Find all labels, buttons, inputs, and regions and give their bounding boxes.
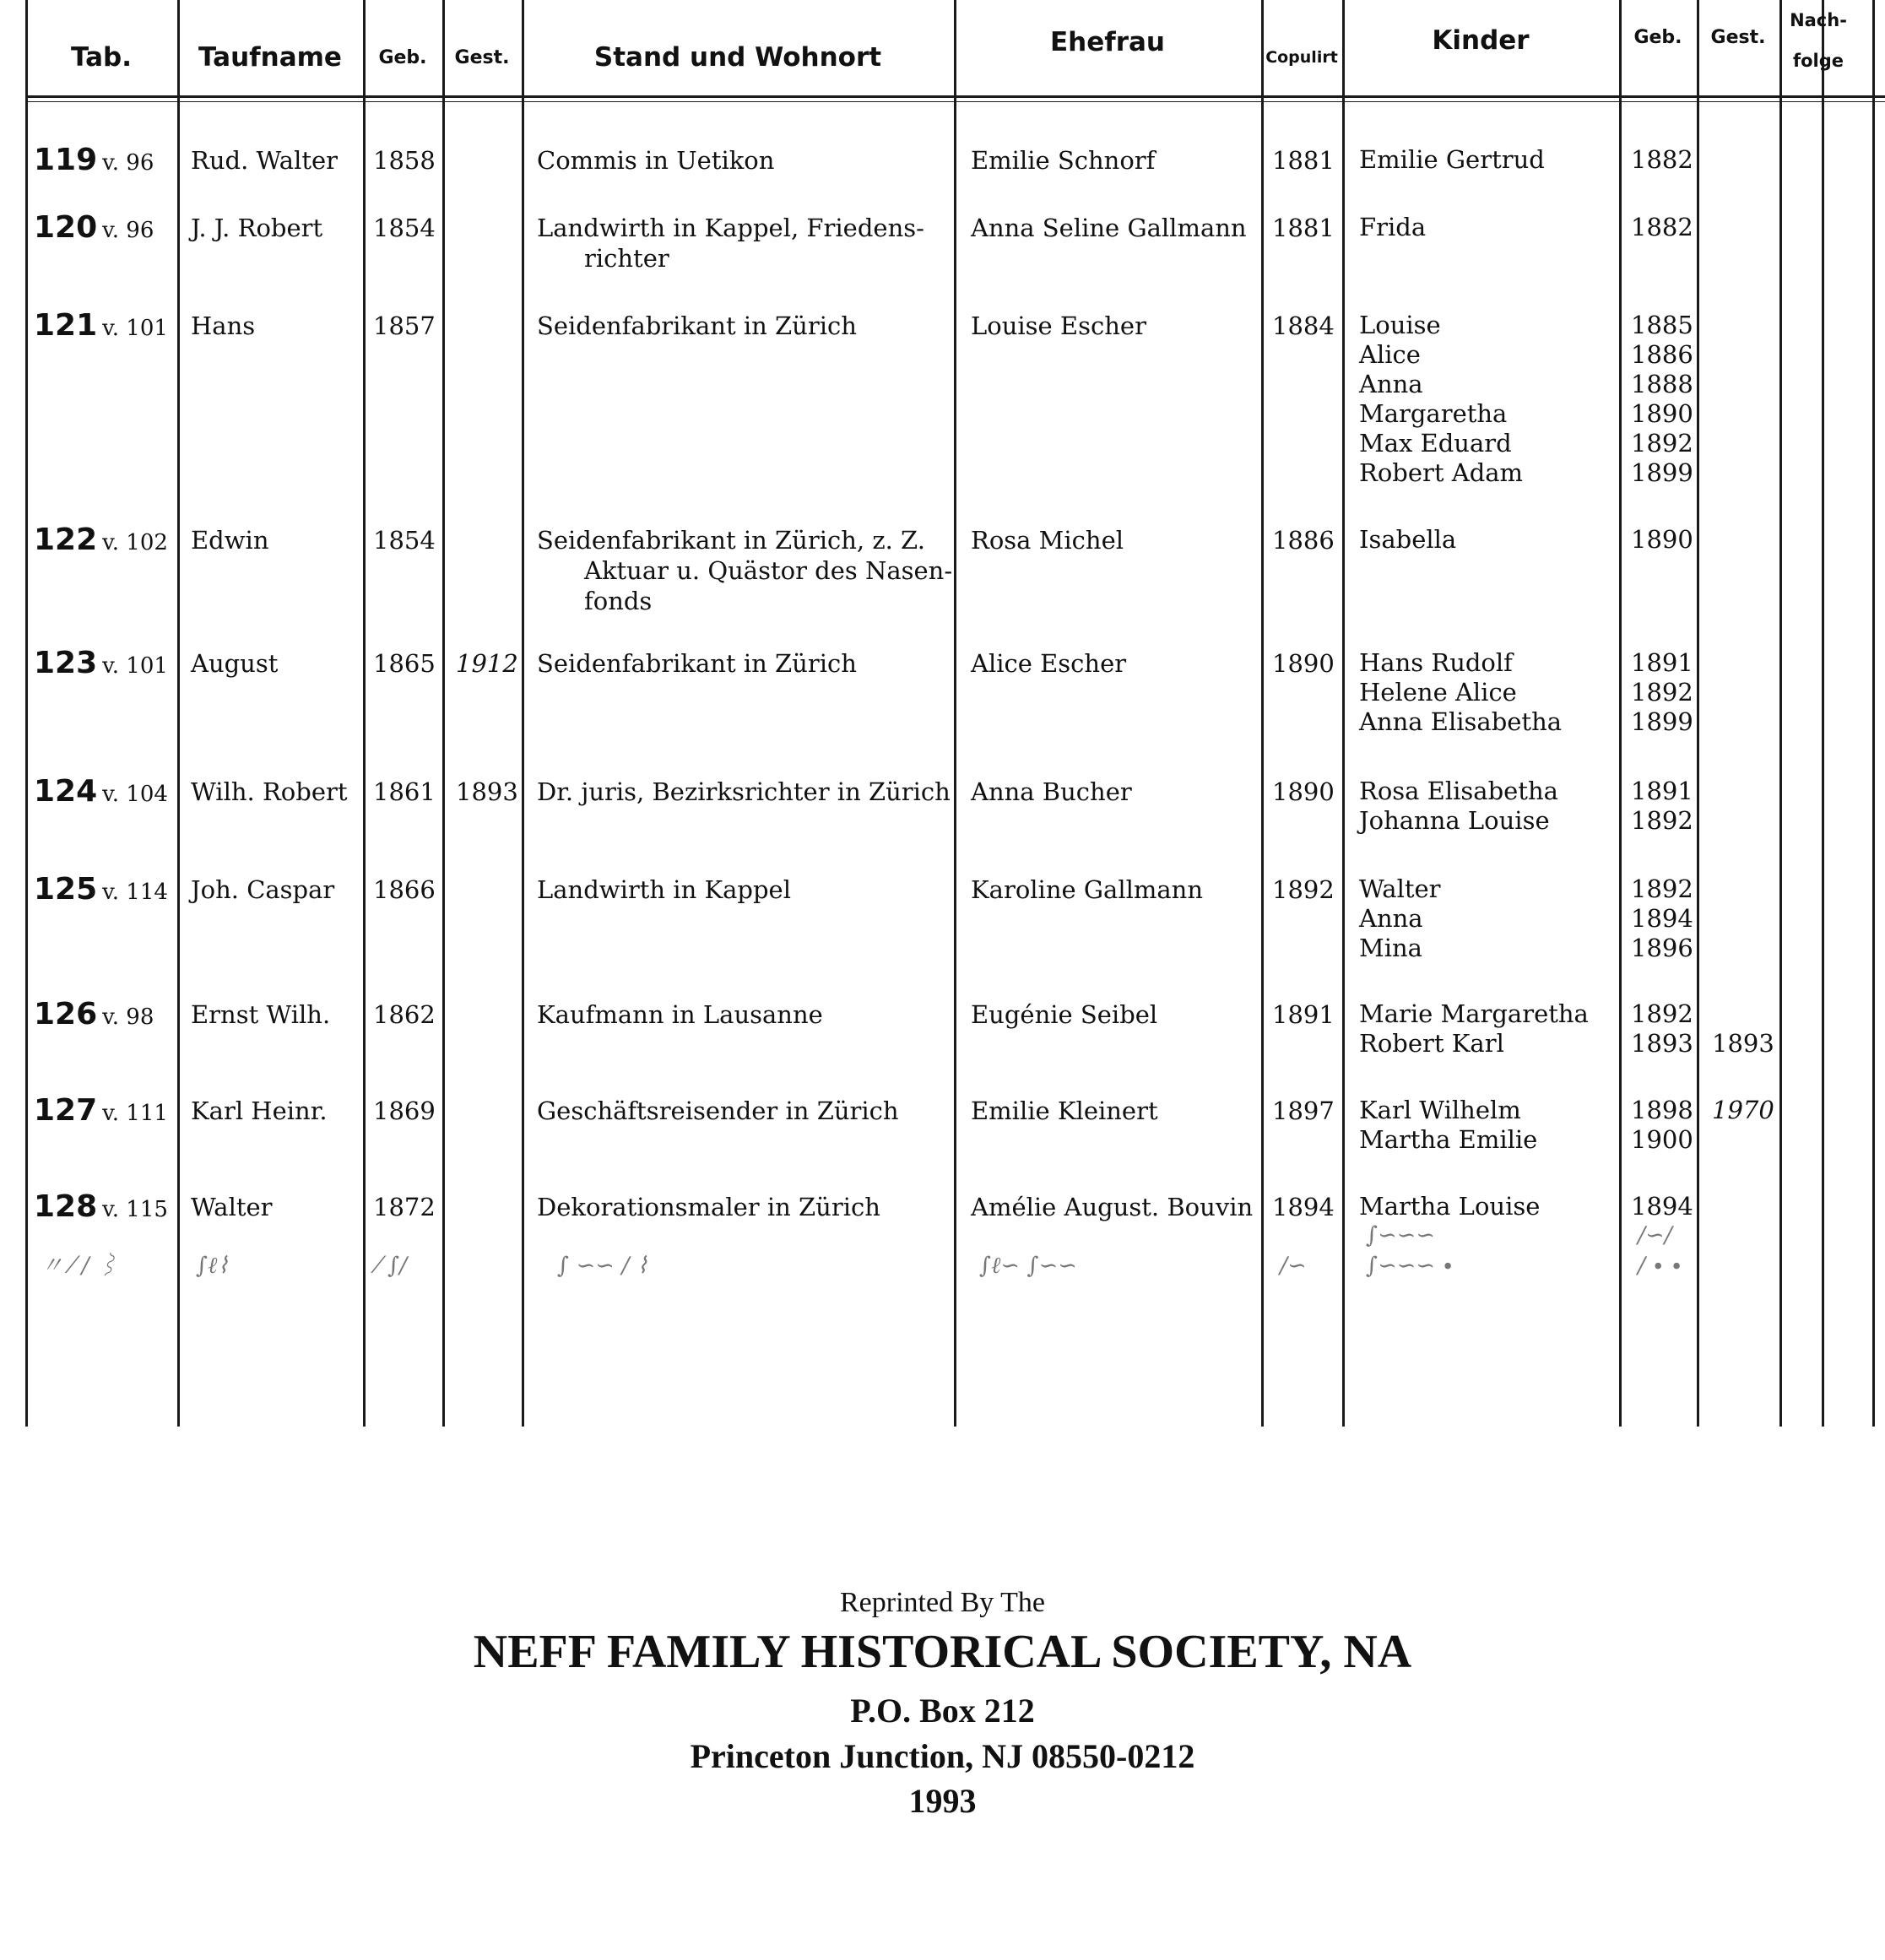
kinder-gest-cell [1712,874,1720,963]
header-tab: Tab. [70,42,133,73]
handwritten-mark: ∫∽∽∽ [1366,1222,1435,1248]
child-birth-year: 1882 [1631,145,1693,174]
geb-cell: 1862 [373,1000,436,1029]
column-rule [25,0,28,1427]
child-birth-year: 1899 [1631,707,1693,736]
reprint-notice: Reprinted By The [840,1587,1045,1618]
column-rule [954,0,956,1427]
tab-reference: v. 102 [102,530,168,555]
child-name: Max Eduard [1359,429,1512,458]
taufname-cell: Joh. Caspar [191,875,335,904]
tab-number: 128 [34,1189,98,1224]
tab-cell [34,1093,168,1129]
child-birth-year: 1892 [1631,999,1693,1028]
copulirt-cell: 1890 [1272,649,1335,678]
child-death-year [1712,904,1720,934]
geb-cell: 1865 [373,649,436,678]
tab-cell [34,1189,168,1225]
kinder-cell [1359,213,1426,242]
kinder-geb-cell [1631,874,1693,963]
child-birth-year: 1890 [1631,399,1693,428]
child-birth-year: 1890 [1631,525,1693,554]
child-birth-year: 1891 [1631,777,1693,805]
stand-cell [537,777,951,807]
child-birth-year: 1898 [1631,1096,1693,1124]
child-birth-year: 1900 [1631,1125,1693,1154]
society-name: NEFF FAMILY HISTORICAL SOCIETY, NA [473,1626,1412,1678]
taufname-cell: Ernst Wilh. [191,1000,331,1029]
geb-cell: 1857 [373,311,436,340]
child-name: Robert Karl [1359,1029,1504,1058]
geb-cell: 1866 [373,875,436,904]
kinder-gest-cell [1712,213,1720,242]
tab-reference: v. 96 [102,150,154,176]
child-birth-year: 1886 [1631,340,1693,369]
gest-cell: 1893 [456,777,518,806]
kinder-geb-cell [1631,213,1693,242]
column-rule [1697,0,1699,1427]
address: Princeton Junction, NJ 08550-0212 [690,1737,1195,1775]
child-name: Anna [1359,904,1423,933]
ehefrau-cell: Alice Escher [971,649,1127,678]
kinder-gest-cell [1712,1192,1720,1221]
child-death-year [1712,874,1720,904]
taufname-cell: Hans [191,311,256,340]
child-name: Anna Elisabetha [1359,707,1563,736]
child-name: Mina [1359,934,1422,962]
taufname-cell: Edwin [191,526,269,555]
taufname-cell: Karl Heinr. [191,1096,328,1125]
taufname-cell: August [191,649,279,678]
header-gest: Gest. [454,46,510,68]
kinder-gest-cell [1712,311,1720,488]
geb-cell: 1858 [373,146,436,175]
stand-line: Kaufmann in Lausanne [537,1000,823,1029]
stand-line: Dr. juris, Bezirksrichter in Zürich [537,777,951,806]
header-rule [25,101,1885,102]
handwritten-mark: ∕∽ [1280,1253,1307,1279]
kinder-gest-cell [1712,525,1720,555]
child-name: Margaretha [1359,399,1508,428]
tab-reference: v. 104 [102,782,168,807]
child-name: Anna [1359,370,1423,398]
copulirt-cell: 1894 [1272,1193,1335,1221]
tab-reference: v. 96 [102,218,154,243]
kinder-geb-cell [1631,145,1693,175]
tab-number: 126 [34,997,98,1031]
child-death-year [1712,145,1720,175]
column-rule [1619,0,1622,1427]
tab-number: 120 [34,210,98,245]
child-birth-year: 1894 [1631,1192,1693,1221]
child-birth-year: 1891 [1631,648,1693,677]
stand-cell [537,1192,880,1222]
copulirt-cell: 1891 [1272,1000,1335,1029]
tab-number: 119 [34,143,98,177]
tab-number: 122 [34,522,98,557]
child-death-year [1712,648,1720,678]
header-nachfolge-line2: folge [1792,51,1844,71]
child-name: Louise [1359,311,1441,339]
column-rule [1342,0,1345,1427]
header-rule [25,95,1885,98]
ehefrau-cell: Karoline Gallmann [971,875,1204,904]
kinder-gest-cell [1712,1096,1774,1155]
gest-cell: 1912 [456,649,518,678]
child-death-year: 1970 [1712,1096,1774,1124]
column-rule [442,0,445,1427]
stand-line: Seidenfabrikant in Zürich, z. Z. [537,526,925,555]
stand-line: Dekorationsmaler in Zürich [537,1193,880,1221]
tab-cell [34,308,168,344]
child-death-year [1712,777,1720,806]
kinder-gest-cell [1712,777,1720,836]
tab-number: 124 [34,774,98,809]
copulirt-cell: 1892 [1272,875,1335,904]
child-birth-year: 1882 [1631,213,1693,241]
handwritten-entry [0,1222,1885,1290]
stand-line: Seidenfabrikant in Zürich [537,311,857,340]
kinder-cell [1359,648,1562,737]
child-name: Marie Margaretha [1359,999,1589,1028]
child-birth-year: 1892 [1631,806,1693,835]
column-rule [1872,0,1875,1427]
child-death-year [1712,707,1720,737]
child-name: Frida [1359,213,1427,241]
ehefrau-cell: Anna Seline Gallmann [971,214,1247,242]
column-rule [1822,0,1824,1427]
column-rule [363,0,366,1427]
kinder-geb-cell [1631,311,1693,488]
ehefrau-cell: Eugénie Seibel [971,1000,1158,1029]
tab-number: 125 [34,872,98,907]
copulirt-cell: 1886 [1272,526,1335,555]
child-death-year [1712,340,1720,370]
child-name: Robert Adam [1359,458,1524,487]
tab-cell [34,210,154,246]
child-death-year [1712,934,1720,963]
stand-cell [537,145,774,176]
column-rule [1261,0,1264,1427]
kinder-geb-cell [1631,999,1693,1059]
column-rule [177,0,180,1427]
tab-cell [34,522,168,558]
header-nachfolge-line1: Nach- [1790,10,1847,30]
kinder-geb-cell [1631,777,1693,836]
taufname-cell: Rud. Walter [191,146,339,175]
tab-cell [34,774,168,809]
handwritten-mark: ∫ℓ⌇ [196,1253,229,1279]
kinder-geb-cell [1631,525,1693,555]
geb-cell: 1854 [373,526,436,555]
child-death-year [1712,806,1720,836]
kinder-cell [1359,1096,1537,1155]
stand-line: Landwirth in Kappel [537,875,791,904]
child-name: Walter [1359,874,1441,903]
kinder-gest-cell [1712,999,1774,1059]
kinder-geb-cell [1631,1192,1693,1221]
tab-reference: v. 111 [102,1101,168,1126]
child-death-year [1712,678,1720,707]
header-ehefrau: Ehefrau [1049,27,1166,57]
copulirt-cell: 1890 [1272,777,1335,806]
column-rule [522,0,524,1427]
copulirt-cell: 1884 [1272,311,1335,340]
child-name: Isabella [1359,525,1457,554]
child-birth-year: 1888 [1631,370,1693,398]
geb-cell: 1854 [373,214,436,242]
ehefrau-cell: Emilie Schnorf [971,146,1156,175]
child-birth-year: 1885 [1631,311,1693,339]
kinder-geb-cell [1631,648,1693,737]
handwritten-mark: ⁄ ∫∕ [376,1253,408,1279]
child-death-year [1712,525,1720,555]
stand-line: richter [584,244,669,273]
geb-cell: 1861 [373,777,436,806]
geb-cell: 1869 [373,1096,436,1125]
kinder-cell [1359,525,1456,555]
handwritten-mark: ∕ ∙ ∙ [1638,1253,1682,1279]
child-death-year [1712,458,1720,488]
child-birth-year: 1894 [1631,904,1693,933]
tab-cell [34,999,154,1032]
tab-number: 127 [34,1093,98,1128]
stand-line: Commis in Uetikon [537,146,775,175]
header-taufname: Taufname [198,42,342,73]
tab-reference: v. 101 [102,653,168,679]
child-birth-year: 1892 [1631,678,1693,707]
stand-cell [537,1096,899,1126]
ehefrau-cell: Emilie Kleinert [971,1096,1158,1125]
kinder-cell [1359,1192,1540,1221]
child-death-year [1712,429,1720,458]
kinder-cell [1359,999,1589,1059]
child-name: Hans Rudolf [1359,648,1513,677]
child-death-year [1712,999,1774,1029]
tab-reference: v. 101 [102,316,168,341]
ehefrau-cell: Rosa Michel [971,526,1124,555]
stand-cell [537,648,857,679]
child-death-year: 1893 [1712,1029,1774,1058]
po-box: P.O. Box 212 [850,1692,1035,1730]
child-death-year [1712,1125,1774,1155]
child-birth-year: 1899 [1631,458,1693,487]
copulirt-cell: 1881 [1272,214,1335,242]
tab-number: 123 [34,646,98,680]
stand-cell [537,311,857,341]
stand-cell [537,874,791,905]
tab-number: 121 [34,308,98,343]
kinder-cell [1359,777,1558,836]
child-death-year [1712,399,1720,429]
child-death-year [1712,311,1720,340]
child-birth-year: 1896 [1631,934,1693,962]
taufname-cell: Wilh. Robert [191,777,348,806]
handwritten-mark: ∫∽∽∽ ∙ [1366,1253,1454,1279]
stand-line: fonds [584,587,653,615]
tab-cell [34,874,168,907]
ehefrau-cell: Amélie August. Bouvin [971,1193,1254,1221]
tab-reference: v. 114 [102,880,168,905]
header-kinder-geb: Geb. [1633,26,1682,48]
child-birth-year: 1893 [1631,1029,1693,1058]
taufname-cell: J. J. Robert [191,214,323,242]
column-rule [1779,0,1782,1427]
stand-line: Aktuar u. Quästor des Nasen- [584,556,953,585]
child-name: Johanna Louise [1359,806,1550,835]
kinder-cell [1359,311,1523,488]
handwritten-mark: ∫ ∽∽ ∕ ⌇ [557,1253,648,1279]
geb-cell: 1872 [373,1193,436,1221]
header-copulirt: Copulirt [1265,48,1338,67]
child-birth-year: 1892 [1631,874,1693,903]
tab-reference: v. 115 [102,1197,168,1222]
header-nachfolge [1779,0,1857,83]
child-birth-year: 1892 [1631,429,1693,458]
child-name: Rosa Elisabetha [1359,777,1558,805]
tab-cell [34,145,154,178]
header-stand-wohnort: Stand und Wohnort [593,42,882,73]
header-geb: Geb. [378,46,427,68]
header-kinder-gest: Gest. [1710,26,1766,48]
stand-cell [537,213,924,273]
handwritten-mark: 〃 ⁄ ∕ ⌇ [41,1253,120,1279]
child-name: Martha Emilie [1359,1125,1538,1154]
kinder-gest-cell [1712,145,1720,175]
tab-cell [34,648,168,681]
child-name: Emilie Gertrud [1359,145,1545,174]
child-death-year [1712,213,1720,242]
child-name: Alice [1359,340,1421,369]
copulirt-cell: 1881 [1272,146,1335,175]
handwritten-mark: ∫ℓ∽ ∫∽∽ [979,1253,1077,1279]
kinder-cell [1359,145,1545,175]
kinder-geb-cell [1631,1096,1693,1155]
child-name: Helene Alice [1359,678,1517,707]
child-death-year [1712,1192,1720,1221]
child-name: Karl Wilhelm [1359,1096,1521,1124]
ehefrau-cell: Anna Bucher [971,777,1132,806]
header-kinder: Kinder [1432,25,1530,56]
kinder-gest-cell [1712,648,1720,737]
stand-line: Landwirth in Kappel, Friedens- [537,214,924,242]
tab-reference: v. 98 [102,1004,154,1030]
child-name: Martha Louise [1359,1192,1541,1221]
copulirt-cell: 1897 [1272,1096,1335,1125]
taufname-cell: Walter [191,1193,273,1221]
stand-line: Geschäftsreisender in Zürich [537,1096,899,1125]
child-death-year [1712,370,1720,399]
handwritten-mark: ∕∽∕ [1638,1222,1672,1248]
stand-cell [537,999,823,1030]
stand-line: Seidenfabrikant in Zürich [537,649,857,678]
year: 1993 [908,1782,977,1820]
stand-cell [537,525,952,616]
ehefrau-cell: Louise Escher [971,311,1146,340]
kinder-cell [1359,874,1441,963]
